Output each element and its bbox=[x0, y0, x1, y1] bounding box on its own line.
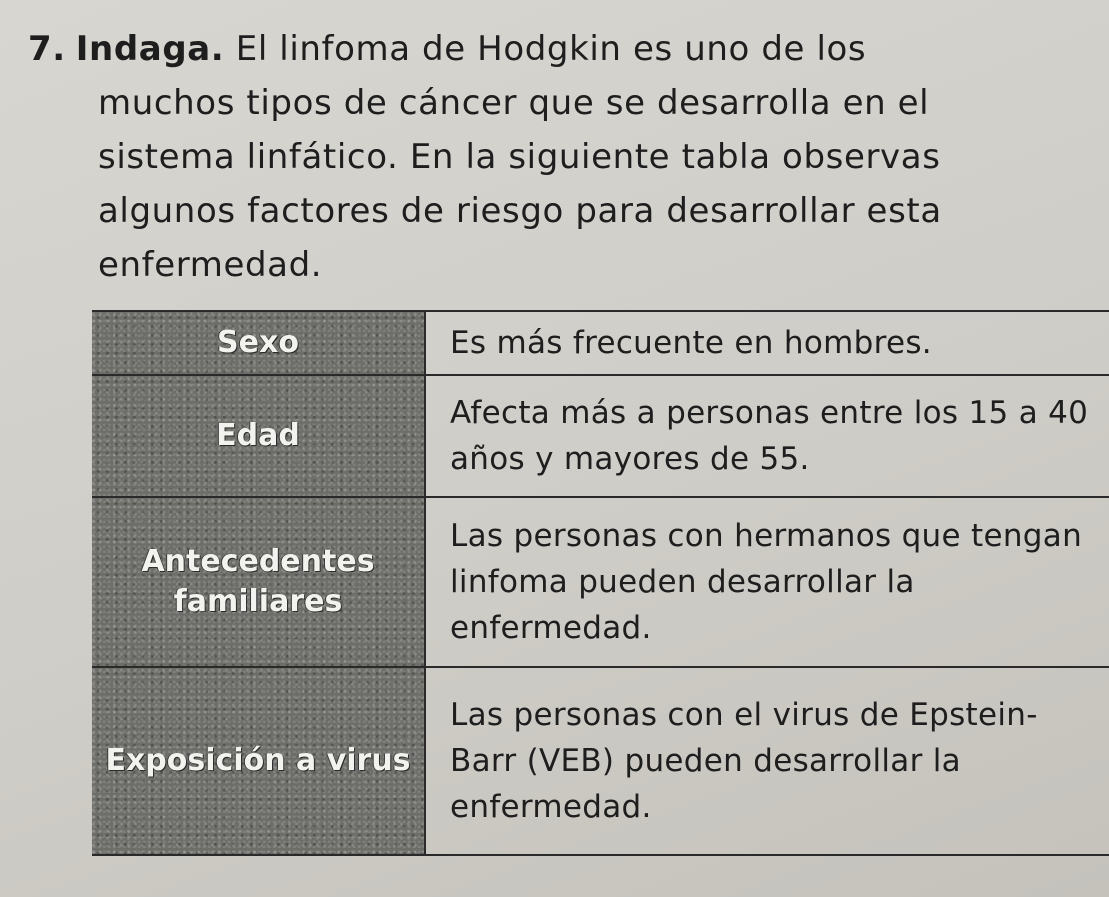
table-row bbox=[92, 376, 1109, 498]
factor-cell: Exposición a virus bbox=[92, 668, 426, 854]
question-line-3: sistema linfático. En la siguiente tabla observas bbox=[98, 137, 941, 177]
question-line-1-text: El linfoma de Hodgkin es uno de los bbox=[235, 29, 867, 69]
factor-cell: Edad bbox=[92, 376, 426, 496]
table-row bbox=[92, 668, 1109, 856]
factor-cell: Sexo bbox=[92, 312, 426, 374]
table-row bbox=[92, 498, 1109, 668]
question-text bbox=[28, 22, 1058, 292]
question-line-1 bbox=[28, 22, 1058, 76]
question-line-5: enfermedad. bbox=[98, 245, 323, 285]
description-cell: Las personas con hermanos que tengan linfoma pueden desarrollar la enfermedad. bbox=[450, 518, 1083, 646]
factor-cell: Antecedentes familiares bbox=[92, 498, 426, 666]
risk-factors-table bbox=[92, 310, 1109, 856]
question-lead: Indaga. bbox=[75, 29, 225, 69]
question-number: 7. bbox=[28, 29, 66, 69]
description-cell: Es más frecuente en hombres. bbox=[450, 325, 932, 361]
question-line-4: algunos factores de riesgo para desarrollar esta bbox=[98, 191, 942, 231]
description-cell: Las personas con el virus de Epstein-Barr (VEB) pueden desarrollar la enfermedad. bbox=[450, 697, 1038, 825]
table-row bbox=[92, 310, 1109, 376]
description-cell: Afecta más a personas entre los 15 a 40 años y mayores de 55. bbox=[450, 395, 1089, 477]
question-line-2: muchos tipos de cáncer que se desarrolla en el bbox=[98, 83, 930, 123]
